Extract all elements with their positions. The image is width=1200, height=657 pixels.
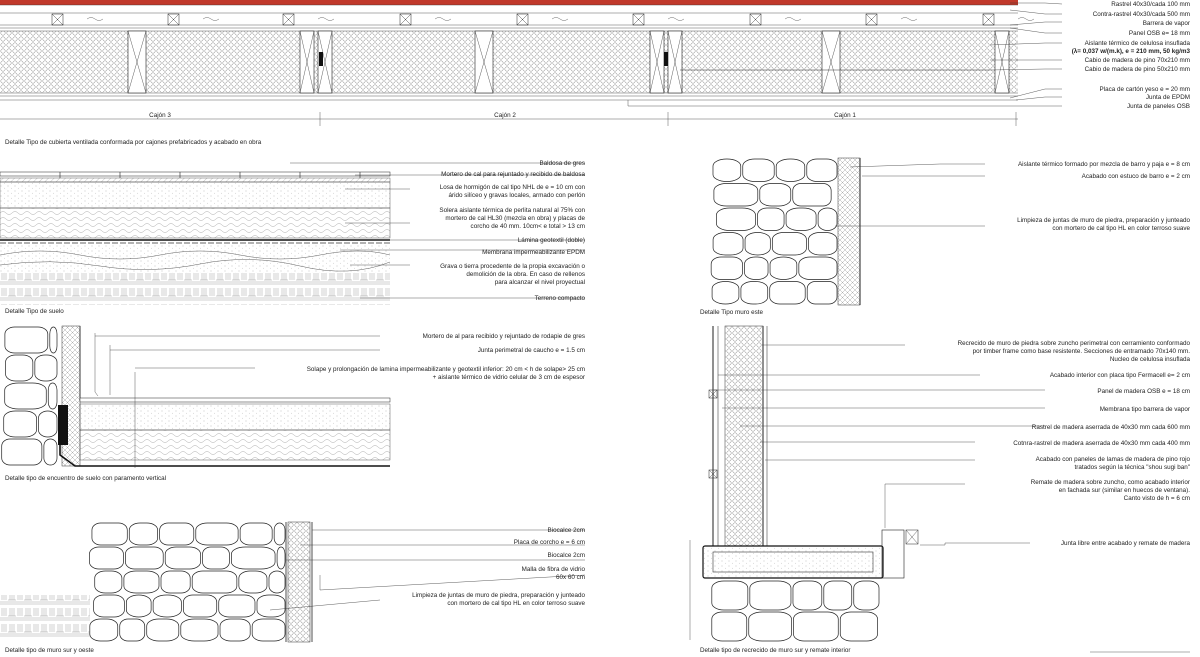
south-label-malla-2: 60x 60 cm — [555, 574, 585, 581]
south-caption: Detalle tipo de muro sur y oeste — [5, 647, 94, 654]
floor-label-geotextil: Lámina geotextil (doble) — [517, 237, 585, 244]
cajon-2-label: Cajón 2 — [494, 112, 516, 119]
floor-label-grava-3: para alcanzar el nivel proyectual — [494, 279, 585, 286]
south-label-malla-1: Malla de fibra de vidrio — [521, 566, 585, 573]
junction-label-solape: Solape y prolongación de lamina impermeabilizante y geotextil inferior: 20 cm < h de solape> 25 cm — [306, 366, 585, 373]
south-label-biocalce-2: Biocalce 2cm — [547, 552, 585, 559]
east-label-estuco: Acabado con estuco de barro e = 2 cm — [1081, 173, 1190, 180]
floor-label-epdm: Membrana impermeabilizante EPDM — [482, 249, 585, 256]
floor-detail — [0, 160, 585, 315]
floor-label-solera-3: corcho de 40 mm. 10cm< e total > 13 cm — [470, 223, 585, 230]
cajon-1-label: Cajón 1 — [834, 112, 856, 119]
floor-label-mortero: Mortero de cal para rejuntado y recibido de baldosa — [441, 171, 585, 178]
roof-label-osb: Panel OSB e= 18 mm — [1128, 30, 1190, 37]
floor-label-solera-1: Solera aislante térmica de perlita natural al 75% con — [439, 207, 585, 214]
roof-label-contrarastrel: Contra-rastrel 40x30/cada 500 mm — [1092, 11, 1190, 18]
raise-label-remate-2: en fachada sur (similar en huecos de ventana). — [1058, 487, 1190, 494]
floor-label-terreno: Terreno compacto — [534, 295, 585, 302]
south-wall-detail — [0, 522, 585, 654]
south-label-biocalce-1: Biocalce 2cm — [547, 527, 585, 534]
cellulose-insulation — [0, 31, 1018, 93]
raise-detail — [690, 326, 1190, 654]
junction-label-junta: Junta perimetral de caucho e = 1.5 cm — [477, 347, 585, 354]
roof-label-lambda: (λ= 0,037 w/(m.k), e = 210 mm, 50 kg/m3 — [1071, 48, 1190, 55]
raise-label-junta-libre: Junta libre entre acabado y remate de madera — [1060, 540, 1190, 547]
south-label-corcho: Placa de corcho e = 6 cm — [513, 539, 585, 546]
raise-caption: Detalle tipo de recrecido de muro sur y remate interior — [700, 647, 851, 654]
raise-label-remate-3: Canto visto de h = 6 cm — [1123, 495, 1190, 502]
east-label-limpieza-1: Limpieza de juntas de muro de piedra, preparación y junteado — [1017, 217, 1190, 224]
raise-label-recrecido-3: Nucleo de celulosa insuflada — [1109, 356, 1190, 363]
raise-label-lamas-2: tratados según la técnica "shou sugi ban" — [1074, 464, 1190, 471]
floor-label-losa-1: Losa de hormigón de cal tipo NHL de e = 10 cm con — [439, 184, 585, 191]
floor-label-grava-2: demolición de la obra. En caso de rellenos — [466, 271, 585, 278]
junction-detail — [2, 326, 585, 482]
south-label-limpieza-1: Limpieza de juntas de muro de piedra, preparación y junteado — [412, 592, 585, 599]
floor-caption: Detalle Tipo de suelo — [5, 308, 64, 315]
floor-label-solera-2: mortero de cal HL30 (mezcla en obra) y placas de — [445, 215, 585, 222]
floor-label-grava-1: Grava o tierra procedente de la propia excavación o — [440, 263, 585, 270]
junction-caption: Detalle tipo de encuentro de suelo con paramento vertical — [5, 475, 167, 482]
east-label-limpieza-2: con mortero de cal tipo HL en color terroso suave — [1052, 225, 1190, 232]
roof-caption: Detalle Tipo de cubierta ventilada conformada por cajones prefabricados y acabado en obra — [5, 139, 262, 146]
roof-tile-layer — [0, 0, 1018, 5]
east-label-aislante: Aislante térmico formado por mezcla de barro y paja e = 8 cm — [1017, 161, 1190, 168]
east-caption: Detalle Tipo muro este — [700, 309, 763, 316]
floor-label-losa-2: árido silíceo y gravas locales, armado con perlón — [448, 192, 585, 199]
floor-label-baldosa: Baldosa de gres — [539, 160, 585, 167]
raise-label-lamas-1: Acabado con paneles de lamas de madera de pino rojo — [1035, 456, 1190, 463]
east-wall-detail — [700, 158, 1190, 316]
south-label-limpieza-2: con mortero de cal tipo HL en color terroso suave — [447, 600, 585, 607]
roof-label-cabio70: Cabio de madera de pino 70x210 mm — [1084, 57, 1190, 64]
roof-label-aislante: Aislante térmico de celulosa insuflada — [1084, 40, 1190, 47]
roof-detail — [0, 0, 1190, 146]
junction-label-aislante: + aislante térmico de vidrio celular de 3 cm de espesor — [432, 374, 585, 381]
raise-label-remate-1: Remate de madera sobre zuncho, como acabado interior — [1030, 479, 1190, 486]
raise-label-fermacell: Acabado interior con placa tipo Fermacell e= 2 cm — [1049, 372, 1190, 379]
roof-label-rastrel: Rastrel 40x30/cada 100 mm — [1111, 1, 1190, 8]
raise-label-membrana: Membrana tipo barrera de vapor — [1099, 406, 1190, 413]
raise-label-recrecido-2: por timber frame como base resistente. Secciones de entramado 70x140 mm. — [972, 348, 1190, 355]
raise-label-rastrel: Rastrel de madera aserrada de 40x30 mm cada 600 mm — [1031, 424, 1190, 431]
raise-label-recrecido-1: Recrecido de muro de piedra sobre zuncho perimetral con cerramiento conformado — [957, 340, 1190, 347]
roof-label-carton: Placa de cartón yeso e = 20 mm — [1099, 86, 1190, 93]
roof-label-barrera: Barrera de vapor — [1142, 20, 1190, 27]
raise-label-osb: Panel de madera OSB e = 18 cm — [1097, 388, 1190, 395]
cajon-3-label: Cajón 3 — [149, 112, 171, 119]
junction-label-mortero: Mortero de al para recibido y rejuntado de rodapie de gres — [422, 333, 585, 340]
roof-label-junta-osb: Junta de paneles OSB — [1126, 103, 1190, 110]
roof-label-cabio50: Cabio de madera de pino 50x210 mm — [1084, 66, 1190, 73]
raise-label-contrarastrel: Cotnra-rastrel de madera aserrada de 40x30 mm cada 400 mm — [1013, 440, 1190, 447]
roof-label-epdm: Junta de EPDM — [1145, 94, 1190, 101]
